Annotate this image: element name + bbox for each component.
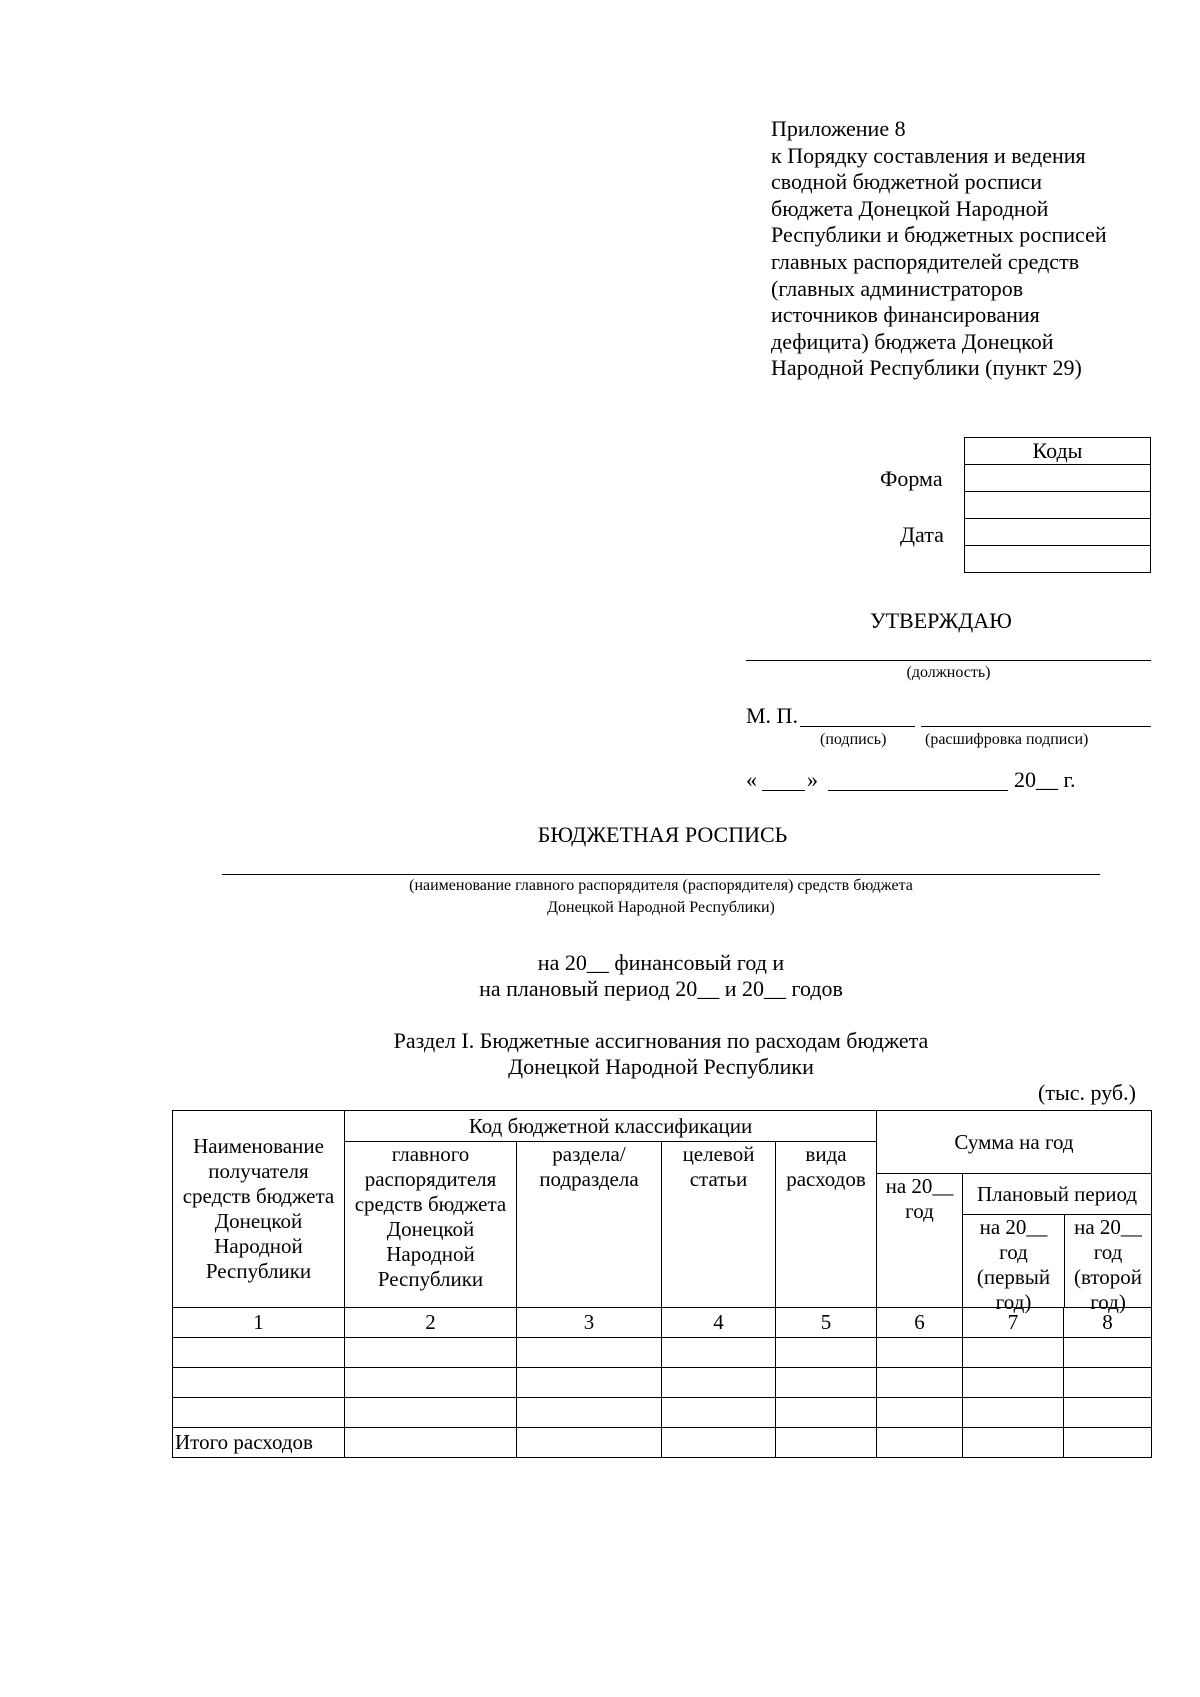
date-quote-close: » (807, 767, 818, 792)
appendix-line: (главных администраторов (771, 275, 1024, 301)
appendix-line: Приложение 8 (771, 116, 906, 141)
form-label: Форма (880, 466, 943, 491)
column-number: 6 (877, 1308, 963, 1338)
table-cell[interactable] (173, 1338, 345, 1368)
header-target-article: целевой статьи (662, 1142, 776, 1308)
appendix-line: Республики и бюджетных росписей (771, 222, 1107, 248)
codes-table (964, 437, 1151, 573)
table-cell[interactable] (517, 1338, 662, 1368)
date-quote-open: « (746, 767, 757, 792)
appendix-line: сводной бюджетной росписи (771, 169, 1043, 195)
signature-caption: (подпись) (820, 731, 887, 748)
table-cell[interactable] (776, 1398, 877, 1428)
signature-decoding-caption: (расшифровка подписи) (925, 731, 1089, 748)
date-code-cell[interactable] (965, 519, 1151, 546)
table-row (173, 1338, 1152, 1368)
header-expense-type: вида расходов (776, 1142, 877, 1308)
budget-table (172, 1110, 1152, 1458)
header-second-planned-year: на 20__ год (второй год) (1074, 1215, 1143, 1314)
approval-title: УТВЕРЖДАЮ (870, 608, 1012, 633)
table-cell[interactable] (345, 1338, 517, 1368)
header-planned-period: Плановый период (963, 1174, 1151, 1215)
header-classification-code: Код бюджетной классификации (345, 1111, 877, 1142)
appendix-line: главных распорядителей средств (771, 248, 1080, 274)
table-row (173, 1368, 1152, 1398)
organization-name-line[interactable] (222, 874, 1100, 875)
column-number: 5 (776, 1308, 877, 1338)
header-main-administrator: главного распорядителя средств бюджета Донецкой Народной Республики (345, 1142, 517, 1308)
header-first-planned-year: на 20__ год (первый год) (963, 1215, 1065, 1307)
table-cell[interactable] (963, 1368, 1064, 1398)
table-cell[interactable] (662, 1368, 776, 1398)
table-cell[interactable] (1064, 1428, 1152, 1458)
table-cell[interactable] (173, 1368, 345, 1398)
table-cell[interactable] (517, 1428, 662, 1458)
table-cell[interactable] (776, 1368, 877, 1398)
signature-decoding-line[interactable] (921, 726, 1151, 727)
header-recipient: Наименование получателя средств бюджета Донецкой Народной Республики (173, 1111, 345, 1308)
table-cell[interactable] (517, 1398, 662, 1428)
column-number: 7 (963, 1308, 1064, 1338)
table-cell[interactable] (877, 1368, 963, 1398)
table-cell[interactable] (877, 1428, 963, 1458)
period-line-1: на 20__ финансовый год и (537, 950, 785, 975)
table-cell[interactable] (345, 1428, 517, 1458)
appendix-header (771, 116, 1171, 382)
appendix-line: бюджета Донецкой Народной (771, 195, 1049, 221)
total-row (173, 1428, 1152, 1458)
table-cell[interactable] (877, 1398, 963, 1428)
table-cell[interactable] (963, 1428, 1064, 1458)
section-title-1: Раздел I. Бюджетные ассигнования по расходам бюджета (393, 1028, 929, 1053)
date-label: Дата (900, 522, 944, 547)
column-number: 2 (345, 1308, 517, 1338)
table-cell[interactable] (662, 1398, 776, 1428)
column-number: 1 (173, 1308, 345, 1338)
date-year: 20__ г. (1014, 767, 1076, 792)
position-line[interactable] (746, 660, 1151, 661)
table-cell[interactable] (662, 1338, 776, 1368)
column-number: 3 (517, 1308, 662, 1338)
header-current-year: на 20__ год (877, 1174, 963, 1308)
date-day-line[interactable] (762, 790, 805, 791)
table-cell[interactable] (776, 1338, 877, 1368)
table-cell[interactable] (345, 1398, 517, 1428)
appendix-line: Народной Республики (пункт 29) (771, 355, 1082, 381)
table-cell[interactable] (877, 1338, 963, 1368)
section-title-2: Донецкой Народной Республики (508, 1054, 814, 1079)
form-code-cell-2[interactable] (965, 492, 1151, 519)
header-planned-period-group (963, 1174, 1152, 1314)
column-number: 4 (662, 1308, 776, 1338)
table-cell[interactable] (963, 1338, 1064, 1368)
date-code-cell-2[interactable] (965, 546, 1151, 573)
appendix-line: источников финансирования (771, 302, 1040, 328)
position-caption: (должность) (906, 664, 991, 681)
header-section-subsection: раздела/ подраздела (517, 1142, 662, 1308)
signature-line[interactable] (800, 726, 915, 727)
stamp-label: М. П. (746, 703, 798, 728)
document-title: БЮДЖЕТНАЯ РОСПИСЬ (537, 822, 788, 847)
appendix-line: к Порядку составления и ведения (771, 142, 1086, 168)
table-row (173, 1398, 1152, 1428)
units-label: (тыс. руб.) (1038, 1080, 1136, 1105)
table-cell[interactable] (1064, 1338, 1152, 1368)
table-cell[interactable] (517, 1368, 662, 1398)
organization-caption-2: Донецкой Народной Республики) (547, 899, 775, 916)
column-number: 8 (1064, 1308, 1152, 1338)
table-cell[interactable] (963, 1398, 1064, 1428)
total-label: Итого расходов (173, 1428, 345, 1458)
codes-header: Коды (965, 438, 1151, 465)
date-month-line[interactable] (828, 790, 1008, 791)
table-cell[interactable] (1064, 1368, 1152, 1398)
header-sum-per-year: Сумма на год (877, 1111, 1152, 1174)
table-cell[interactable] (662, 1428, 776, 1458)
form-code-cell[interactable] (965, 465, 1151, 492)
table-cell[interactable] (1064, 1398, 1152, 1428)
organization-caption-1: (наименование главного распорядителя (распорядителя) средств бюджета (409, 877, 913, 894)
table-cell[interactable] (345, 1368, 517, 1398)
period-line-2: на плановый период 20__ и 20__ годов (479, 976, 843, 1001)
table-cell[interactable] (173, 1398, 345, 1428)
table-cell[interactable] (776, 1428, 877, 1458)
appendix-line: дефицита) бюджета Донецкой (771, 328, 1054, 354)
